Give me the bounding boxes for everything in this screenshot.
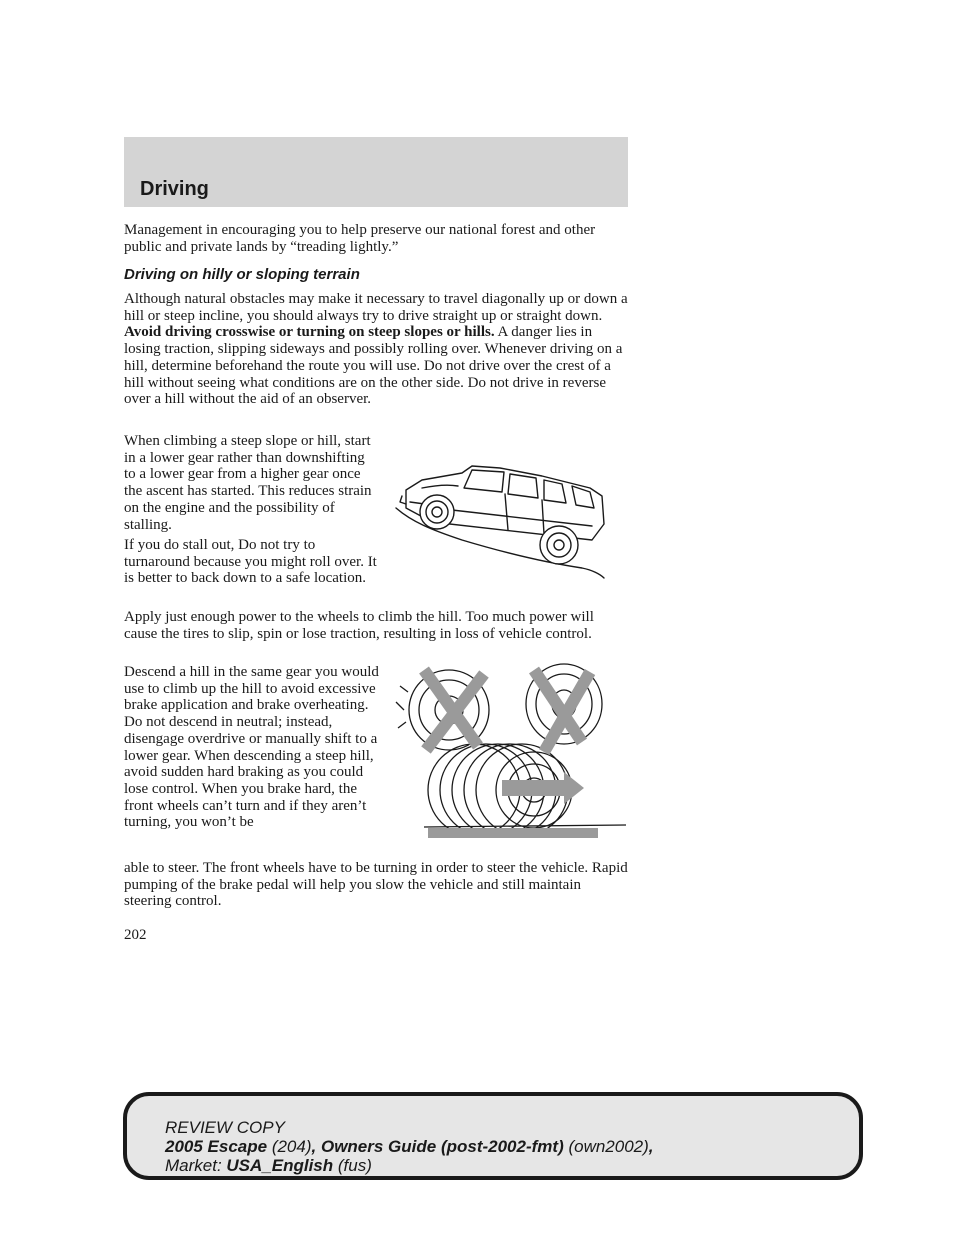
hill-paragraph-rest: A danger lies in losing traction, slipping sideways and possibly rolling over. Whenever driving on a hill, determine beforehand the route you will use. Do not drive over the crest of a hill without seeing what conditions are on the other side. Do not drive in reverse over a hill without the aid of an observer. (124, 324, 623, 408)
footer-model-code: (204) (267, 1137, 312, 1156)
footer-market-line (165, 1156, 654, 1175)
page-number: 202 (124, 927, 147, 943)
footer-guide: Owners Guide (post-2002-fmt) (320, 1137, 564, 1156)
footer-model-line (165, 1137, 654, 1156)
section-header-band (124, 137, 628, 207)
footer-separator: , (311, 1137, 321, 1156)
hill-paragraph-lead: Although natural obstacles may make it necessary to travel diagonally up or down a hill or steep incline, you should always try to drive straight up or straight down. (124, 291, 628, 324)
footer-guide-code: (own2002) (563, 1137, 649, 1156)
footer-separator-end: , (648, 1137, 654, 1156)
descend-paragraph-continued: able to steer. The front wheels have to be turning in order to steer the vehicle. Rapid pumping of the brake pedal will help you slow the vehicle and still maintain steering control. (124, 860, 628, 910)
footer-market-code: (fus) (333, 1156, 372, 1175)
section-heading: Driving on hilly or sloping terrain (124, 266, 360, 283)
intro-paragraph: Management in encouraging you to help preserve our national forest and other public and private lands by “treading lightly.” (124, 222, 596, 255)
suv-on-hill-illustration (392, 460, 610, 582)
hill-paragraph (124, 291, 628, 408)
hill-paragraph-warning: Avoid driving crosswise or turning on steep slopes or hills. (124, 324, 495, 341)
footer-market: USA_English (226, 1156, 334, 1175)
review-copy-footer (123, 1092, 863, 1180)
footer-model: 2005 Escape (165, 1137, 268, 1156)
section-title: Driving (140, 178, 209, 200)
climbing-paragraph: When climbing a steep slope or hill, start in a lower gear rather than downshifting to a lower gear from a higher gear once the ascent has started. This reduces strain on the engine and the possibility of stalling. (124, 433, 372, 533)
descend-paragraph: Descend a hill in the same gear you would use to climb up the hill to avoid excessive brake application and brake overheating. Do not descend in neutral; instead, disengage overdrive or manually shift to a lower gear. When descending a steep hill, avoid sudden hard braking as you could lose control. When you brake hard, the front wheels can’t turn and if they aren’t turning, you won’t be (124, 664, 379, 831)
footer-review-copy: REVIEW COPY (165, 1118, 285, 1137)
footer-market-label: Market: (165, 1156, 227, 1175)
stall-paragraph: If you do stall out, Do not try to turnaround because you might roll over. It is better to back down to a safe location. (124, 537, 377, 587)
power-paragraph: Apply just enough power to the wheels to climb the hill. Too much power will cause the tires to slip, spin or lose traction, resulting in loss of vehicle control. (124, 609, 594, 642)
footer-text (165, 1118, 654, 1175)
wheel-braking-illustration (394, 662, 628, 844)
